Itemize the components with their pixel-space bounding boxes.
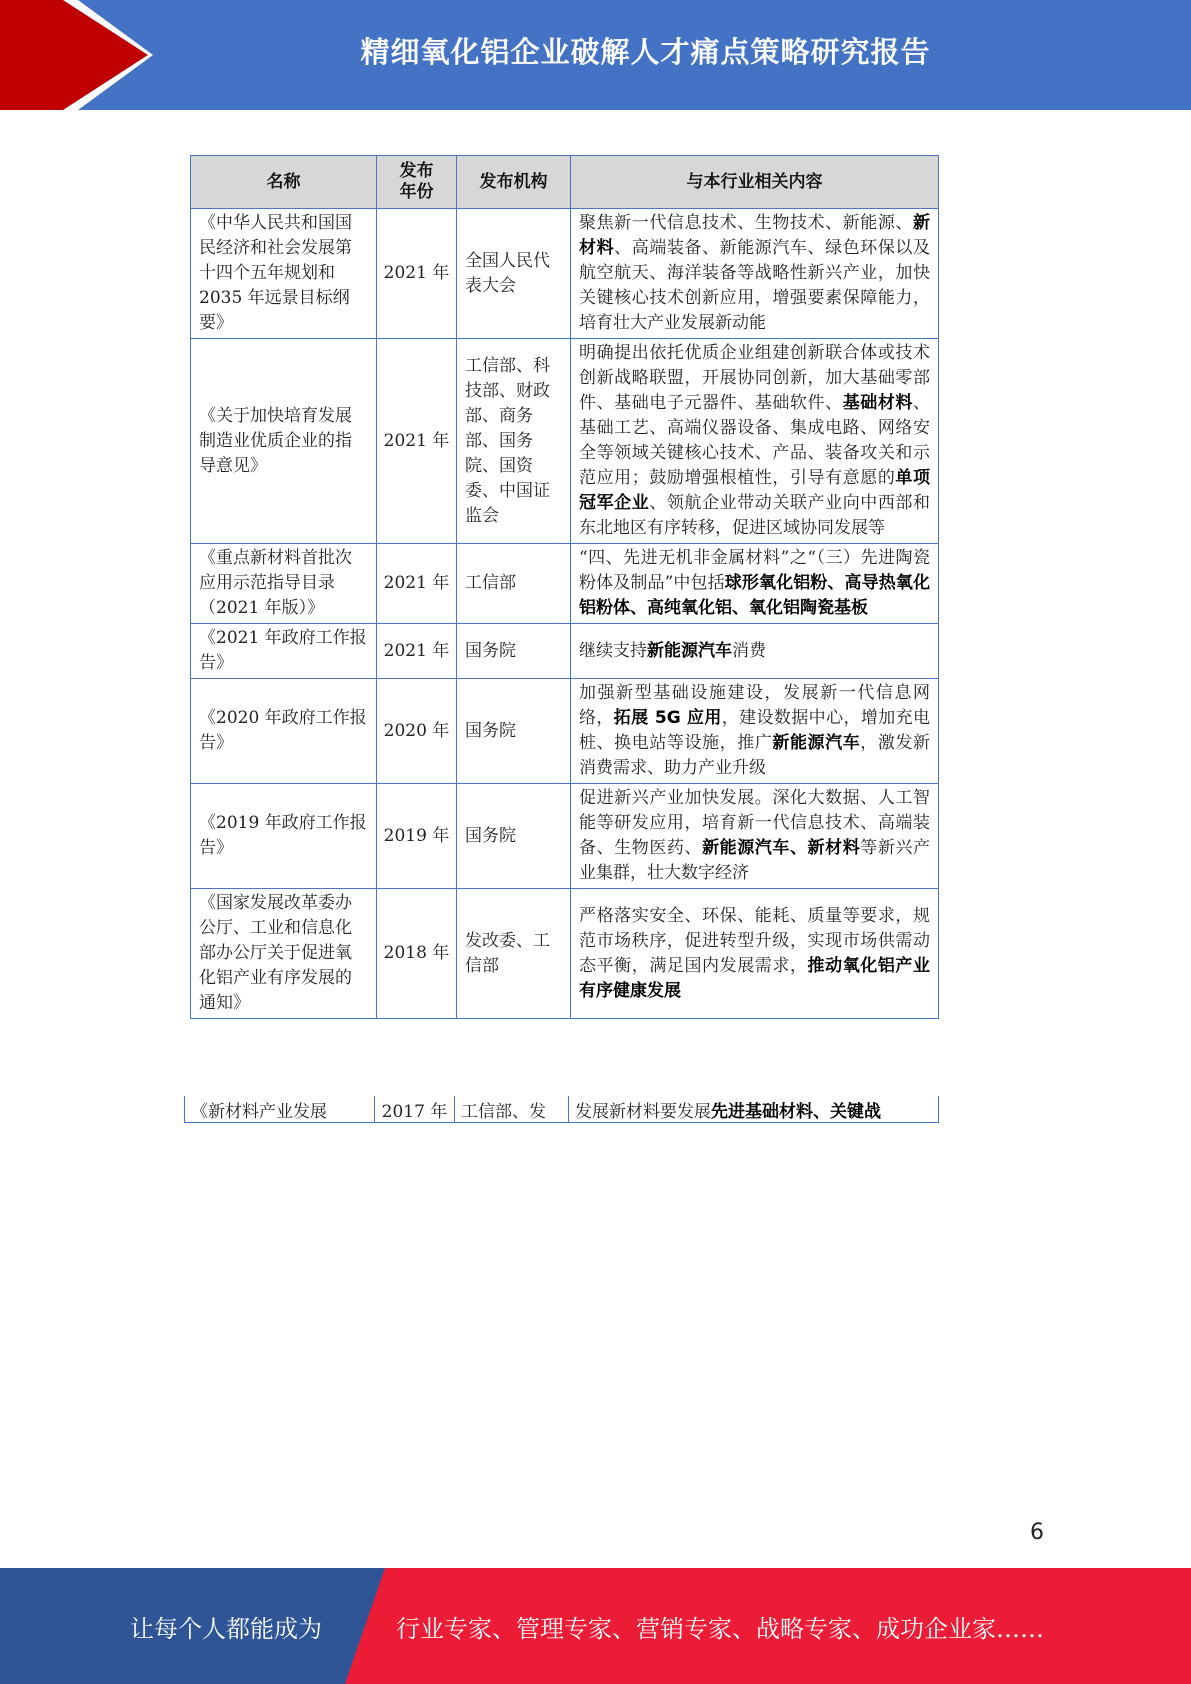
cell-org: 国务院 [457, 624, 571, 679]
footer-slogan-left: 让每个人都能成为 [130, 1614, 322, 1643]
cell-year: 2021 年 [377, 624, 457, 679]
cell-org: 工信部、发 [455, 1096, 569, 1123]
cell-org: 工信部、科技部、财政部、商务部、国务院、国资委、中国证监会 [457, 339, 571, 544]
table-row [191, 679, 939, 784]
header-year: 发布 年份 [377, 156, 457, 209]
cell-year: 2021 年 [377, 209, 457, 339]
table-row [185, 1096, 939, 1123]
cell-year: 2017 年 [375, 1096, 455, 1123]
cell-content: 聚焦新一代信息技术、生物技术、新能源、新材料、高端装备、新能源汽车、绿色环保以及航空航天、海洋装备等战略性新兴产业，加快关键核心技术创新应用，增强要素保障能力，培育壮大产业发展新动能 [571, 209, 939, 339]
table-row [191, 209, 939, 339]
header-org: 发布机构 [457, 156, 571, 209]
cell-name: 《新材料产业发展 [185, 1096, 375, 1123]
cell-org: 国务院 [457, 679, 571, 784]
cell-content: “四、先进无机非金属材料”之“（三）先进陶瓷粉体及制品”中包括球形氧化铝粉、高导热氧化铝粉体、高纯氧化铝、氧化铝陶瓷基板 [571, 544, 939, 624]
table-header-row [191, 156, 939, 209]
cell-year: 2019 年 [377, 784, 457, 889]
cell-name: 《关于加快培育发展制造业优质企业的指导意见》 [191, 339, 377, 544]
cell-content: 继续支持新能源汽车消费 [571, 624, 939, 679]
cell-org: 工信部 [457, 544, 571, 624]
cell-content: 明确提出依托优质企业组建创新联合体或技术创新战略联盟，开展协同创新，加大基础零部件、基础电子元器件、基础软件、基础材料、基础工艺、高端仪器设备、集成电路、网络安全等领域关键核心技术、产品、装备攻关和示范应用；鼓励增强根植性，引导有意愿的单项冠军企业、领航企业带动关联产业向中西部和东北地区有序转移，促进区域协同发展等 [571, 339, 939, 544]
cell-name: 《中华人民共和国国民经济和社会发展第十四个五年规划和 2035 年远景目标纲要》 [191, 209, 377, 339]
cell-org: 全国人民代表大会 [457, 209, 571, 339]
cell-name: 《2021 年政府工作报告》 [191, 624, 377, 679]
cell-content: 加强新型基础设施建设，发展新一代信息网络，拓展 5G 应用，建设数据中心，增加充电桩、换电站等设施，推广新能源汽车，激发新消费需求、助力产业升级 [571, 679, 939, 784]
cell-name: 《2019 年政府工作报告》 [191, 784, 377, 889]
table-row [191, 889, 939, 1019]
table-row [191, 339, 939, 544]
cell-name: 《国家发展改革委办公厅、工业和信息化部办公厅关于促进氧化铝产业有序发展的通知》 [191, 889, 377, 1019]
footer-slogan-right: 行业专家、管理专家、营销专家、战略专家、成功企业家…… [396, 1614, 1044, 1643]
cell-content: 发展新材料要发展先进基础材料、关键战 [569, 1096, 939, 1123]
page-number: 6 [1030, 1520, 1044, 1545]
cell-year: 2018 年 [377, 889, 457, 1019]
table-row [191, 624, 939, 679]
cell-content: 促进新兴产业加快发展。深化大数据、人工智能等研发应用，培育新一代信息技术、高端装备、生物医药、新能源汽车、新材料等新兴产业集群，壮大数字经济 [571, 784, 939, 889]
cell-year: 2020 年 [377, 679, 457, 784]
cell-name: 《2020 年政府工作报告》 [191, 679, 377, 784]
header-name: 名称 [191, 156, 377, 209]
cell-year: 2021 年 [377, 544, 457, 624]
table-row [191, 544, 939, 624]
footer-banner [0, 1568, 1191, 1684]
cell-content: 严格落实安全、环保、能耗、质量等要求，规范市场秩序，促进转型升级，实现市场供需动态平衡，满足国内发展需求，推动氧化铝产业有序健康发展 [571, 889, 939, 1019]
cell-name: 《重点新材料首批次应用示范指导目录（2021 年版）》 [191, 544, 377, 624]
policy-table [190, 155, 939, 1019]
chevron-arrow-icon [0, 0, 160, 110]
table-row [191, 784, 939, 889]
cell-org: 发改委、工信部 [457, 889, 571, 1019]
report-title: 精细氧化铝企业破解人才痛点策略研究报告 [360, 34, 931, 69]
continued-table-row [184, 1096, 939, 1123]
header-content: 与本行业相关内容 [571, 156, 939, 209]
header-bar [0, 0, 1191, 110]
cell-year: 2021 年 [377, 339, 457, 544]
cell-org: 国务院 [457, 784, 571, 889]
